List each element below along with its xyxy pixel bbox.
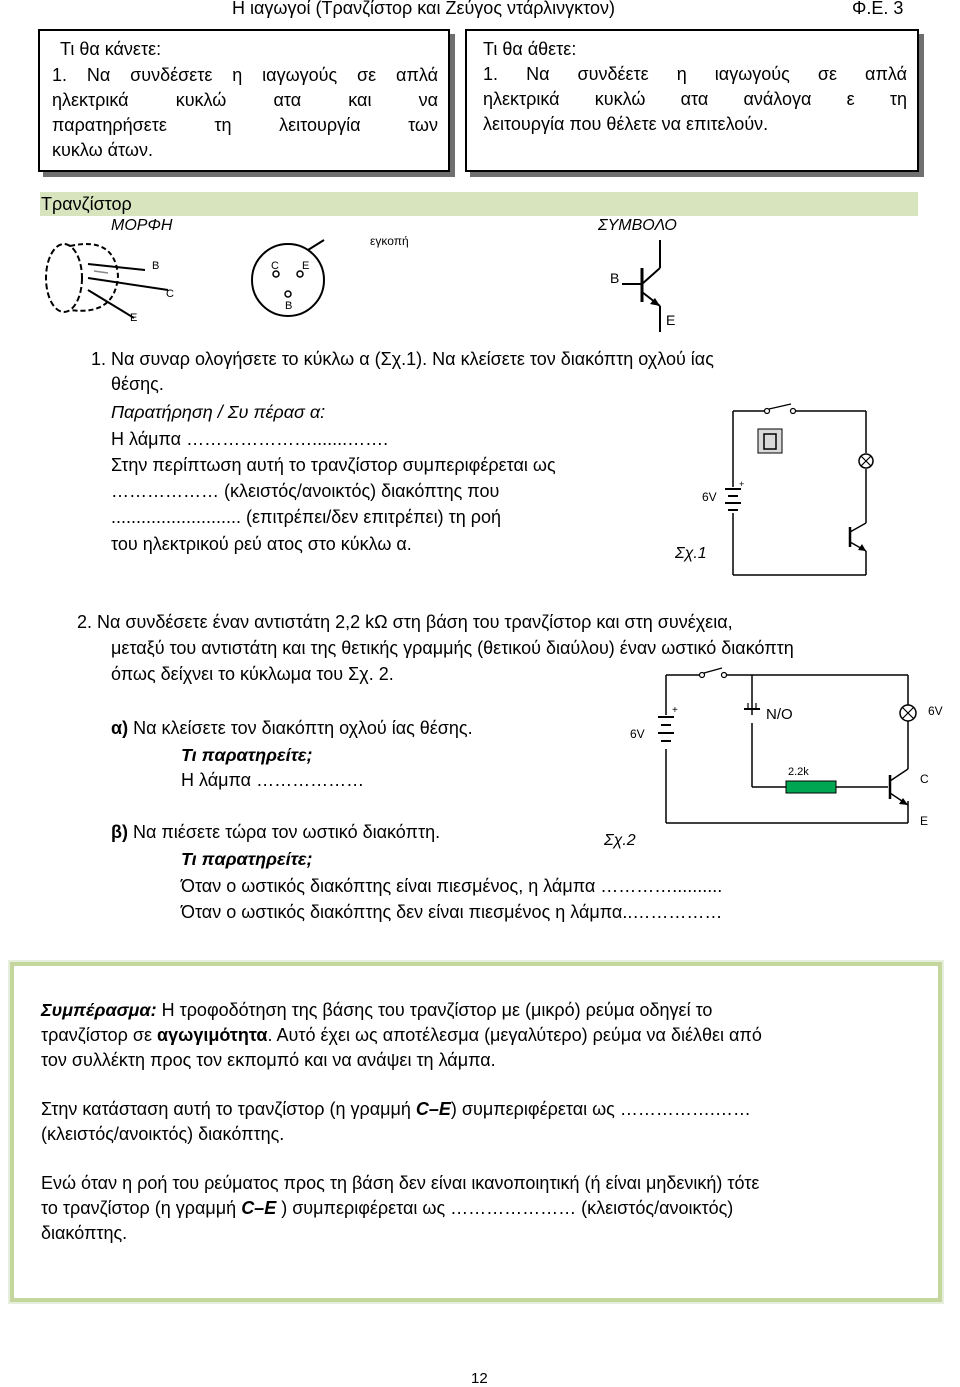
- conclusion-emphasis: C–E: [241, 1198, 277, 1218]
- q2b-text: Να πιέσετε τώρα τον ωστικό διακόπτη.: [127, 822, 441, 842]
- q2-instruction: 2. Να συνδέσετε έναν αντιστάτη 2,2 kΩ στη βάση του τρανζίστορ και στη συνέχεια,: [77, 612, 733, 632]
- page-title: Η ιαγωγοί (Τρανζίστορ και Ζεύγος ντάρλινγκτον): [232, 0, 616, 18]
- circuit2-collector-label: C: [920, 772, 929, 786]
- q2a-item: [111, 716, 473, 740]
- objectives-do-line: 1. Να συνδέσετε η ιαγωγούς σε απλά: [52, 65, 438, 85]
- worksheet-code: Φ.Ε. 3: [852, 0, 904, 18]
- bottom-pin-c: C: [271, 260, 279, 272]
- conclusion-text: το τρανζίστορ (η γραμμή: [41, 1198, 242, 1218]
- q2b-marker: β): [111, 822, 128, 842]
- pin-label-e: E: [130, 312, 138, 324]
- q2-instruction-cont: μεταξύ του αντιστάτη και της θετικής γραμμής (θετικού διαύλου) έναν ωστικό διακόπτη: [111, 638, 794, 658]
- conclusion-text: Η τροφοδότηση της βάσης του τρανζίστορ με (μικρό) ρεύμα οδηγεί το: [156, 1000, 713, 1020]
- svg-text:+: +: [672, 705, 678, 716]
- q2b-answer-released: Όταν ο ωστικός διακόπτης δεν είναι πιεσμένος η λάμπα..……………: [181, 902, 723, 922]
- objectives-learn-line: ηλεκτρικά κυκλώ ατα ανάλογα ε τη: [483, 89, 907, 109]
- conclusion-line: [41, 998, 712, 1022]
- q2b-item: [111, 820, 440, 844]
- conclusion-line: (κλειστός/ανοικτός) διακόπτης.: [41, 1124, 285, 1144]
- q2b-answer-pressed: Όταν ο ωστικός διακόπτης είναι πιεσμένος, η λάμπα …………..........: [181, 876, 723, 896]
- svg-text:+: +: [739, 479, 745, 489]
- objectives-do-heading: Τι θα κάνετε:: [60, 39, 162, 59]
- q1-text-line: ……………… (κλειστός/ανοικτός) διακόπτης που: [111, 481, 500, 501]
- q1-text-line: του ηλεκτρικού ρεύ ατος στο κύκλω α.: [111, 534, 412, 554]
- circuit1-battery-label: 6V: [702, 490, 717, 504]
- conclusion-line: τον συλλέκτη προς τον εκπομπό και να ανάψει τη λάμπα.: [41, 1050, 496, 1070]
- conclusion-line: [41, 1097, 751, 1121]
- circuit2-switch-label: N/O: [766, 706, 793, 723]
- q1-instruction-cont: θέσης.: [111, 374, 164, 394]
- conclusion-line: διακόπτης.: [41, 1223, 128, 1243]
- objectives-do-line: κυκλω άτων.: [52, 140, 153, 160]
- objectives-do-line: ηλεκτρικά κυκλώ ατα και να: [52, 90, 438, 110]
- symbol-label-e: E: [666, 312, 676, 328]
- conclusion-line: Ενώ όταν η ροή του ρεύματος προς τη βάση δεν είναι ικανοποιητική (ή είναι μηδενική) τότε: [41, 1173, 760, 1193]
- form-column-heading: ΜΟΡΦΗ: [111, 217, 173, 234]
- q1-text-line: Στην περίπτωση αυτή το τρανζίστορ συμπεριφέρεται ως: [111, 455, 556, 475]
- conclusion-text: Στην κατάσταση αυτή το τρανζίστορ (η γραμμή: [41, 1099, 416, 1119]
- q2a-text: Να κλείσετε τον διακόπτη οχλού ίας θέσης.: [128, 718, 473, 738]
- page-number: 12: [471, 1370, 488, 1387]
- pin-label-b: B: [152, 260, 160, 272]
- figure-2-label: Σχ.2: [604, 832, 636, 849]
- objectives-do-box: [38, 29, 450, 172]
- objectives-do-line: παρατηρήσετε τη λειτουργία των: [52, 115, 438, 135]
- objectives-learn-line: λειτουργία που θέλετε να επιτελούν.: [483, 114, 769, 134]
- conclusion-text: τρανζίστορ σε: [41, 1025, 158, 1045]
- objectives-learn-heading: Τι θα άθετε:: [483, 39, 577, 59]
- q1-observation-label: Παρατήρηση / Συ πέρασ α:: [111, 402, 326, 422]
- circuit2-lamp-voltage: 6V: [928, 704, 943, 718]
- q2b-question: Τι παρατηρείτε;: [181, 849, 313, 869]
- transistor-package-figure: [40, 228, 200, 328]
- q1-lamp-blank: Η λάμπα ………………….......…….: [111, 429, 389, 449]
- pin-label-c: C: [166, 288, 174, 300]
- conclusion-label: Συμπέρασμα:: [41, 1000, 157, 1020]
- conclusion-line: [41, 1196, 733, 1220]
- q1-text-line: .......................... (επιτρέπει/δεν επιτρέπει) τη ροή: [111, 507, 501, 527]
- circuit-diagram-2: [640, 665, 930, 845]
- objectives-learn-line: 1. Να συνδέετε η ιαγωγούς σε απλά: [483, 64, 907, 84]
- section-title: Τρανζίστορ: [41, 194, 132, 214]
- section-band: [40, 192, 918, 216]
- symbol-column-heading: ΣΥΜΒΟΛΟ: [598, 217, 677, 234]
- circuit-diagram-1: [690, 405, 890, 580]
- conclusion-text: ) συμπεριφέρεται ως ………………… (κλειστός/ανοικτός): [276, 1198, 734, 1218]
- conclusion-line: [41, 1023, 762, 1047]
- bottom-pin-b: B: [285, 300, 293, 312]
- conclusion-text: . Αυτό έχει ως αποτέλεσμα (μεγαλύτερο) ρεύμα να διέλθει από: [267, 1025, 762, 1045]
- q2a-question: Τι παρατηρείτε;: [181, 745, 313, 765]
- circuit2-emitter-label: E: [920, 814, 929, 828]
- q1-instruction: 1. Να συναρ ολογήσετε το κύκλω α (Σχ.1). Να κλείσετε τον διακόπτη οχλού ίας: [91, 349, 714, 369]
- q2-instruction-cont: όπως δείχνει το κύκλωμα του Σχ. 2.: [111, 664, 394, 684]
- conclusion-emphasis: C–E: [415, 1099, 451, 1119]
- circuit2-battery-label: 6V: [630, 727, 645, 741]
- bottom-pin-e: E: [302, 260, 310, 272]
- symbol-label-b: B: [610, 270, 620, 286]
- notch-label: εγκοπή: [370, 234, 409, 248]
- objectives-learn-box: [465, 29, 919, 172]
- q2a-marker: α): [111, 718, 129, 738]
- circuit2-resistor-label: 2.2k: [788, 766, 809, 778]
- conclusion-emphasis: αγωγιμότητα: [157, 1025, 268, 1045]
- figure-1-label: Σχ.1: [675, 545, 707, 562]
- q2a-lamp-blank: Η λάμπα ………………: [181, 770, 365, 790]
- transistor-symbol: [600, 238, 690, 334]
- conclusion-text: ) συμπεριφέρεται ως …………….……: [450, 1099, 751, 1119]
